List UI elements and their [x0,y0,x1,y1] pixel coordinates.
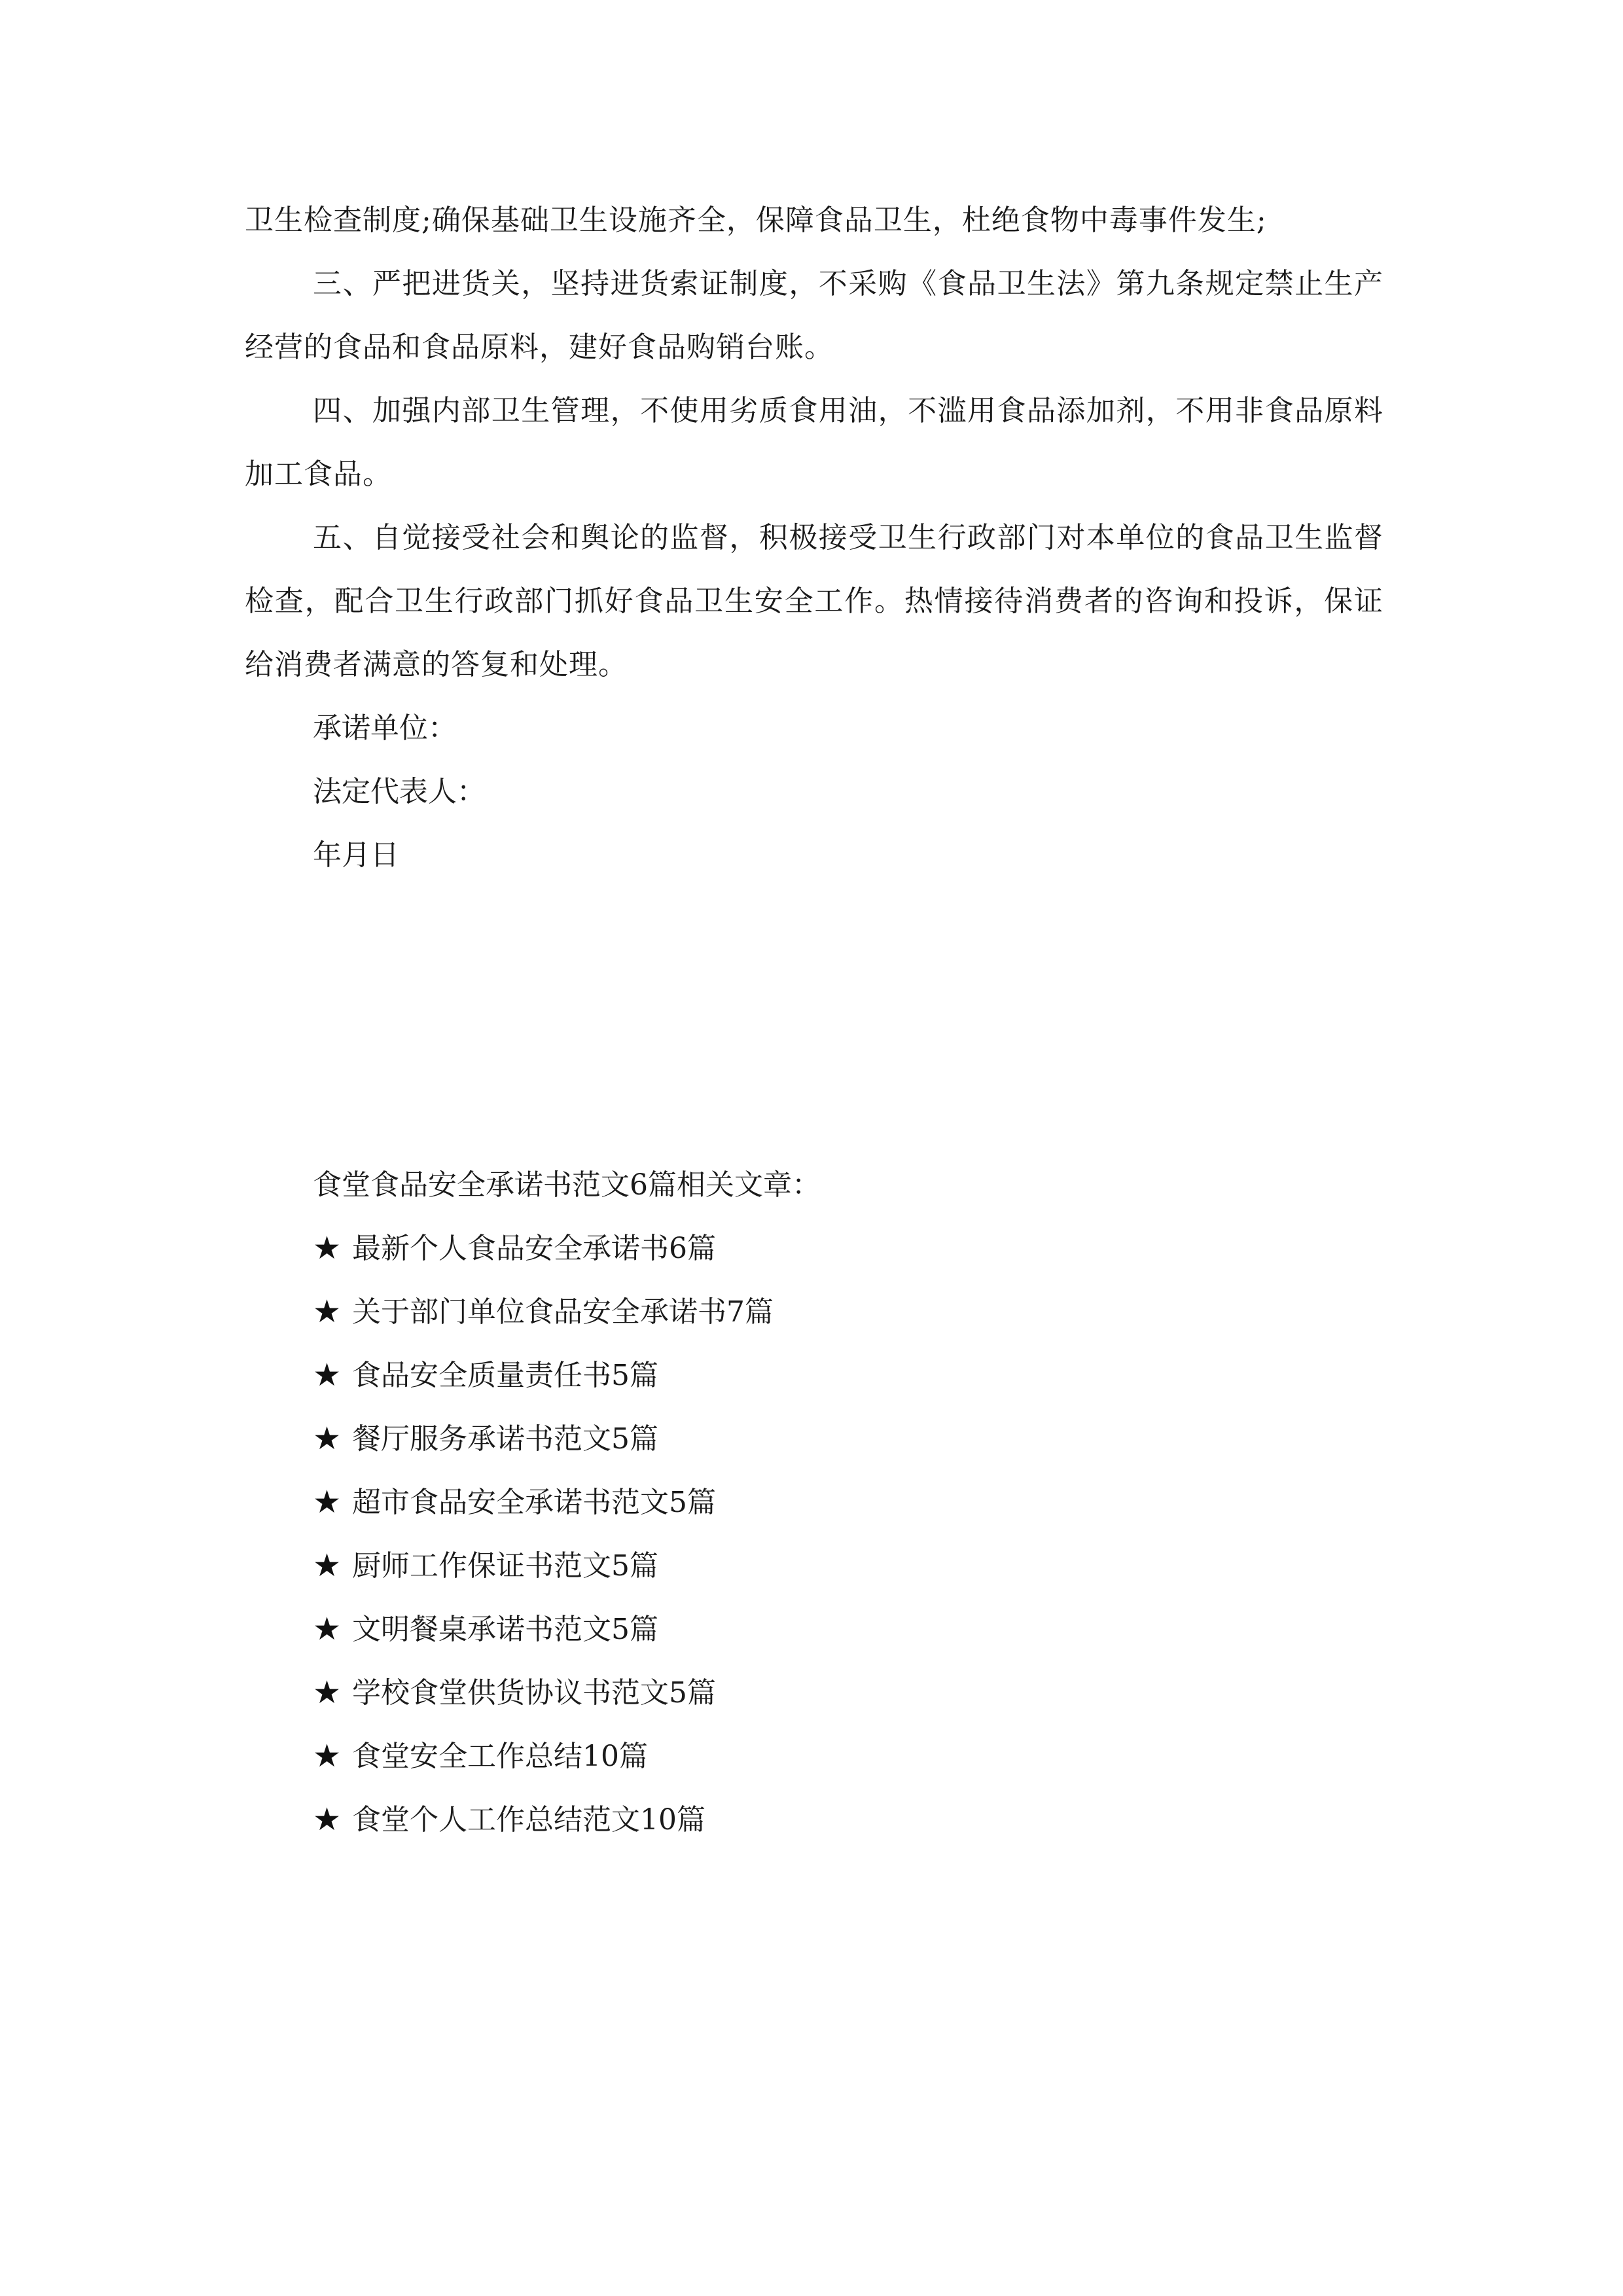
list-item[interactable] [313,1344,1360,1407]
signature-date: 年月日 [313,838,399,872]
paragraph-item-five: 五、自觉接受社会和舆论的监督，积极接受卫生行政部门对本单位的食品卫生监督检查，配合卫生行政部门抓好食品卫生安全工作。热情接待消费者的咨询和投诉，保证给消费者满意的答复和处理。 [245,521,1383,681]
related-articles [313,1153,1360,1852]
list-item[interactable] [313,1534,1360,1598]
star-icon: ★ [313,1293,342,1330]
list-item[interactable] [313,1788,1360,1852]
related-article-link[interactable]: 厨师工作保证书范文5篇 [352,1549,658,1583]
related-article-link[interactable]: 餐厅服务承诺书范文5篇 [352,1422,658,1456]
star-icon: ★ [313,1230,342,1266]
related-article-link[interactable]: 食堂安全工作总结10篇 [352,1740,648,1773]
star-icon: ★ [313,1357,342,1393]
related-article-link[interactable]: 超市食品安全承诺书范文5篇 [352,1486,716,1519]
related-article-link[interactable]: 学校食堂供货协议书范文5篇 [352,1676,716,1710]
paragraph-item-four: 四、加强内部卫生管理，不使用劣质食用油，不滥用食品添加剂，不用非食品原料加工食品。 [245,394,1383,491]
related-article-link[interactable]: 文明餐桌承诺书范文5篇 [352,1613,658,1646]
star-icon: ★ [313,1484,342,1520]
related-article-link[interactable]: 最新个人食品安全承诺书6篇 [352,1232,716,1265]
star-icon: ★ [313,1738,342,1774]
list-item[interactable] [313,1407,1360,1471]
signature-unit: 承诺单位： [313,711,457,745]
related-article-link[interactable]: 食品安全质量责任书5篇 [352,1359,658,1392]
star-icon: ★ [313,1801,342,1838]
signature-representative: 法定代表人： [313,775,486,808]
document-body [245,188,1383,887]
related-article-link[interactable]: 关于部门单位食品安全承诺书7篇 [352,1295,774,1329]
paragraph-item-three: 三、严把进货关，坚持进货索证制度，不采购《食品卫生法》第九条规定禁止生产经营的食品和食品原料，建好食品购销台账。 [245,267,1383,364]
related-articles-list [313,1217,1360,1852]
star-icon: ★ [313,1611,342,1647]
paragraph-continuation: 卫生检查制度;确保基础卫生设施齐全，保障食品卫生，杜绝食物中毒事件发生; [245,204,1267,237]
star-icon: ★ [313,1547,342,1584]
list-item[interactable] [313,1217,1360,1280]
list-item[interactable] [313,1725,1360,1788]
related-article-link[interactable]: 食堂个人工作总结范文10篇 [352,1803,705,1837]
list-item[interactable] [313,1471,1360,1534]
list-item[interactable] [313,1661,1360,1725]
list-item[interactable] [313,1280,1360,1344]
list-item[interactable] [313,1598,1360,1661]
star-icon: ★ [313,1420,342,1457]
related-articles-title: 食堂食品安全承诺书范文6篇相关文章： [313,1168,821,1202]
star-icon: ★ [313,1674,342,1711]
